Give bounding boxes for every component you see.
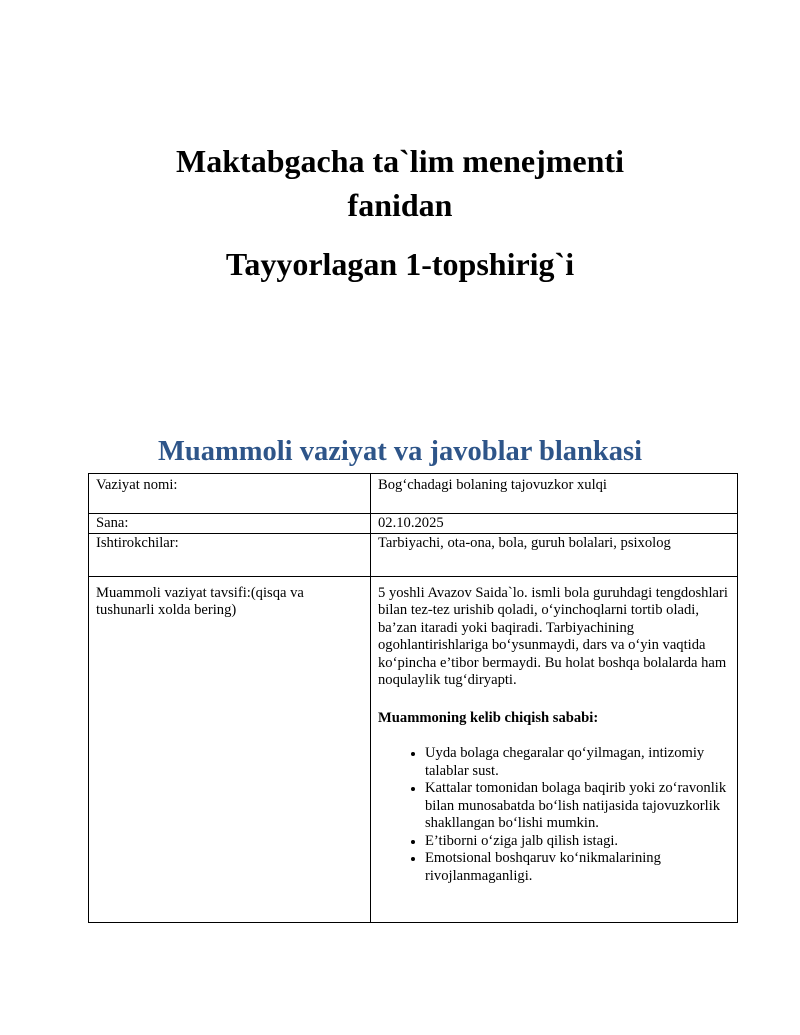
table-row-date bbox=[89, 514, 738, 534]
document-title-line1: Maktabgacha ta`lim menejmenti bbox=[176, 143, 624, 179]
description-label: Muammoli vaziyat tavsifi:(qisqa va tushunarli xolda bering) bbox=[89, 576, 371, 922]
situation-name-value: Bog‘chadagi bolaning tajovuzkor xulqi bbox=[371, 474, 738, 514]
list-item: • Uyda bolaga chegaralar qo‘yilmagan, intizomiy talablar sust. bbox=[425, 745, 730, 780]
document-subtitle: Tayyorlagan 1-topshirig`i bbox=[225, 246, 575, 282]
form-title: Muammoli vaziyat va javoblar blankasi bbox=[158, 436, 642, 467]
list-item: • Kattalar tomonidan bolaga baqirib yoki zo‘ravonlik bilan munosabatda bo‘lish natijasida tajovuzkorlik shakllangan bo‘lishi mumkin. bbox=[425, 780, 730, 833]
description-text: 5 yoshli Avazov Saida`lo. ismli bola guruhdagi tengdoshlari bilan tez-tez urishib qoladi, o‘yinchoqlarni tortib oladi, ba’zan itaradi yoki baqiradi. Tarbiyachining ogohlantirishlariga bo‘ysunmaydi, dars va o‘yin vaqtida ko‘pincha e’tibor bermaydi. Bu holat boshqa bolalarda ham noqulaylik tug‘diryapti. bbox=[378, 584, 728, 688]
situation-form-table bbox=[88, 473, 738, 923]
description-cell bbox=[371, 576, 738, 922]
participants-value: Tarbiyachi, ota-ona, bola, guruh bolalari, psixolog bbox=[371, 533, 738, 576]
date-value: 02.10.2025 bbox=[371, 514, 738, 534]
participants-label: Ishtirokchilar: bbox=[89, 533, 371, 576]
list-item: • E’tiborni o‘ziga jalb qilish istagi. bbox=[425, 833, 730, 851]
situation-name-label: Vaziyat nomi: bbox=[89, 474, 371, 514]
document-title-line2: fanidan bbox=[347, 187, 453, 223]
list-item: • Emotsional boshqaruv ko‘nikmalarining rivojlanmaganligi. bbox=[425, 850, 730, 885]
table-row-description bbox=[89, 576, 738, 922]
table-row-situation-name bbox=[89, 474, 738, 514]
date-label: Sana: bbox=[89, 514, 371, 534]
table-row-participants bbox=[89, 533, 738, 576]
cause-title: Muammoning kelib chiqish sababi: bbox=[378, 709, 599, 726]
cause-list bbox=[378, 745, 730, 885]
